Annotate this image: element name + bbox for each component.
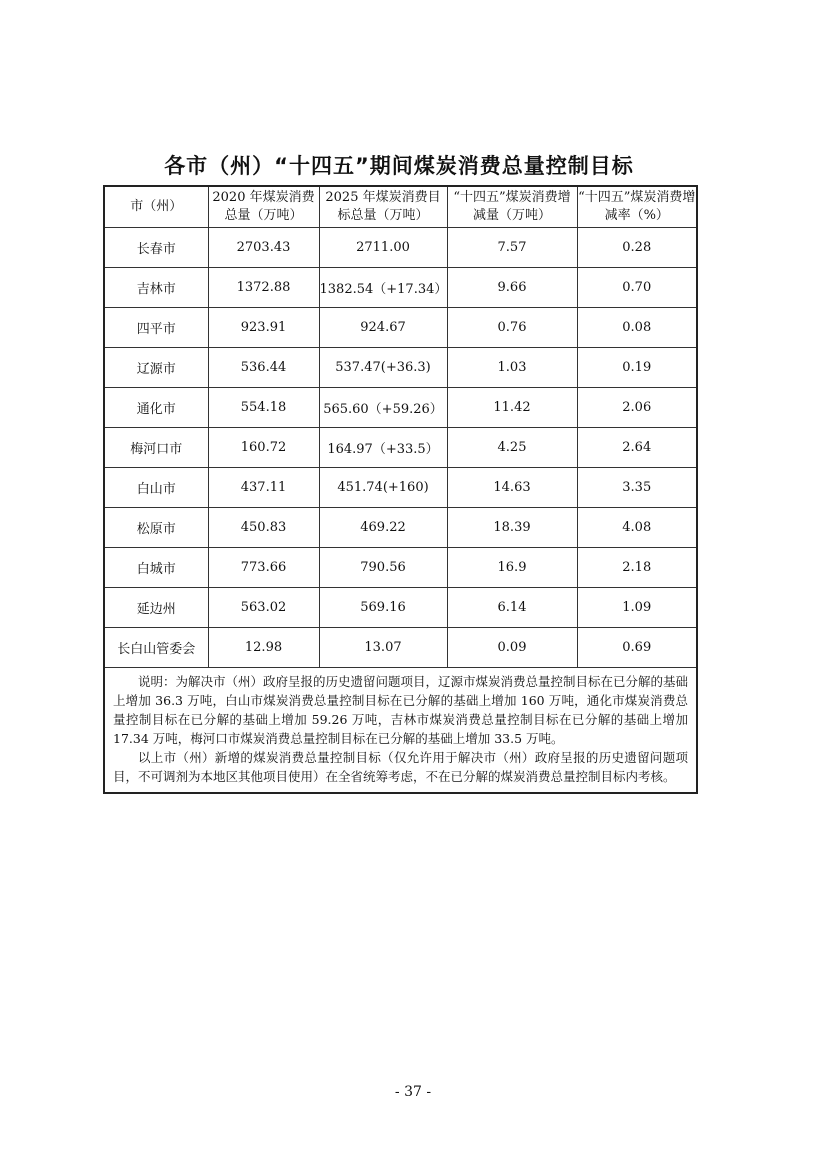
- target-2025-cell: 164.97（+33.5）: [319, 428, 447, 468]
- target-2025-cell: 13.07: [319, 628, 447, 668]
- change-amount-cell: 6.14: [447, 588, 577, 628]
- city-cell: 长春市: [104, 228, 208, 268]
- table-header-row: [104, 186, 697, 228]
- coal-consumption-table: [103, 185, 698, 794]
- target-2025-cell: 451.74(+160): [319, 468, 447, 508]
- page-number: - 37 -: [394, 1084, 432, 1100]
- change-rate-cell: 0.19: [577, 348, 697, 388]
- table-row: [104, 428, 697, 468]
- table-row: [104, 468, 697, 508]
- change-amount-cell: 11.42: [447, 388, 577, 428]
- consumption-2020-cell: 12.98: [208, 628, 319, 668]
- target-2025-cell: 469.22: [319, 508, 447, 548]
- change-rate-cell: 1.09: [577, 588, 697, 628]
- target-2025-cell: 2711.00: [319, 228, 447, 268]
- note-paragraph-1: 说明：为解决市（州）政府呈报的历史遗留问题项目，辽源市煤炭消费总量控制目标在已分解的基础上增加 36.3 万吨，白山市煤炭消费总量控制目标在已分解的基础上增加 160 万吨，通化市煤炭消费总量控制目标在已分解的基础上增加 59.26 万吨，吉林市煤炭消费总量控制目标在已分解的基础上增加 17.34 万吨，梅河口市煤炭消费总量控制目标在已分解的基础上增加 33.5 万吨。: [113, 674, 689, 746]
- change-amount-cell: 7.57: [447, 228, 577, 268]
- change-amount-cell: 1.03: [447, 348, 577, 388]
- consumption-2020-cell: 2703.43: [208, 228, 319, 268]
- consumption-2020-cell: 1372.88: [208, 268, 319, 308]
- change-rate-cell: 2.06: [577, 388, 697, 428]
- change-amount-cell: 0.76: [447, 308, 577, 348]
- consumption-2020-cell: 563.02: [208, 588, 319, 628]
- change-rate-cell: 0.08: [577, 308, 697, 348]
- consumption-2020-cell: 160.72: [208, 428, 319, 468]
- city-cell: 延边州: [104, 588, 208, 628]
- change-rate-cell: 2.18: [577, 548, 697, 588]
- change-rate-cell: 3.35: [577, 468, 697, 508]
- change-rate-cell: 2.64: [577, 428, 697, 468]
- note-cell: [104, 668, 697, 794]
- consumption-2020-cell: 437.11: [208, 468, 319, 508]
- consumption-2020-cell: 536.44: [208, 348, 319, 388]
- table-row: [104, 388, 697, 428]
- change-amount-cell: 0.09: [447, 628, 577, 668]
- city-cell: 吉林市: [104, 268, 208, 308]
- note-row: [104, 668, 697, 794]
- table-row: [104, 588, 697, 628]
- change-rate-cell: 0.70: [577, 268, 697, 308]
- change-rate-cell: 0.69: [577, 628, 697, 668]
- target-2025-cell: 569.16: [319, 588, 447, 628]
- header-change-rate: “十四五”煤炭消费增减率（%）: [577, 186, 697, 228]
- city-cell: 长白山管委会: [104, 628, 208, 668]
- header-2020-consumption: 2020 年煤炭消费总量（万吨）: [208, 186, 319, 228]
- target-2025-cell: 537.47(+36.3): [319, 348, 447, 388]
- table-row: [104, 548, 697, 588]
- table-title: 各市（州）“十四五”期间煤炭消费总量控制目标: [164, 154, 634, 178]
- consumption-2020-cell: 554.18: [208, 388, 319, 428]
- note-paragraph-2: 以上市（州）新增的煤炭消费总量控制目标（仅允许用于解决市（州）政府呈报的历史遗留问题项目，不可调剂为本地区其他项目使用）在全省统筹考虑，不在已分解的煤炭消费总量控制目标内考核。: [113, 750, 688, 784]
- table-row: [104, 308, 697, 348]
- consumption-2020-cell: 923.91: [208, 308, 319, 348]
- header-2025-target: 2025 年煤炭消费目标总量（万吨）: [319, 186, 447, 228]
- change-amount-cell: 4.25: [447, 428, 577, 468]
- city-cell: 白城市: [104, 548, 208, 588]
- city-cell: 白山市: [104, 468, 208, 508]
- change-amount-cell: 9.66: [447, 268, 577, 308]
- change-rate-cell: 4.08: [577, 508, 697, 548]
- change-amount-cell: 16.9: [447, 548, 577, 588]
- target-2025-cell: 1382.54（+17.34）: [319, 268, 447, 308]
- target-2025-cell: 565.60（+59.26）: [319, 388, 447, 428]
- city-cell: 四平市: [104, 308, 208, 348]
- table-row: [104, 228, 697, 268]
- table-row: [104, 348, 697, 388]
- city-cell: 通化市: [104, 388, 208, 428]
- city-cell: 松原市: [104, 508, 208, 548]
- table-row: [104, 508, 697, 548]
- table-row: [104, 268, 697, 308]
- change-amount-cell: 14.63: [447, 468, 577, 508]
- city-cell: 辽源市: [104, 348, 208, 388]
- target-2025-cell: 790.56: [319, 548, 447, 588]
- table-row: [104, 628, 697, 668]
- target-2025-cell: 924.67: [319, 308, 447, 348]
- header-change-amount: “十四五”煤炭消费增减量（万吨）: [447, 186, 577, 228]
- consumption-2020-cell: 773.66: [208, 548, 319, 588]
- header-city: 市（州）: [104, 186, 208, 228]
- consumption-2020-cell: 450.83: [208, 508, 319, 548]
- city-cell: 梅河口市: [104, 428, 208, 468]
- change-rate-cell: 0.28: [577, 228, 697, 268]
- change-amount-cell: 18.39: [447, 508, 577, 548]
